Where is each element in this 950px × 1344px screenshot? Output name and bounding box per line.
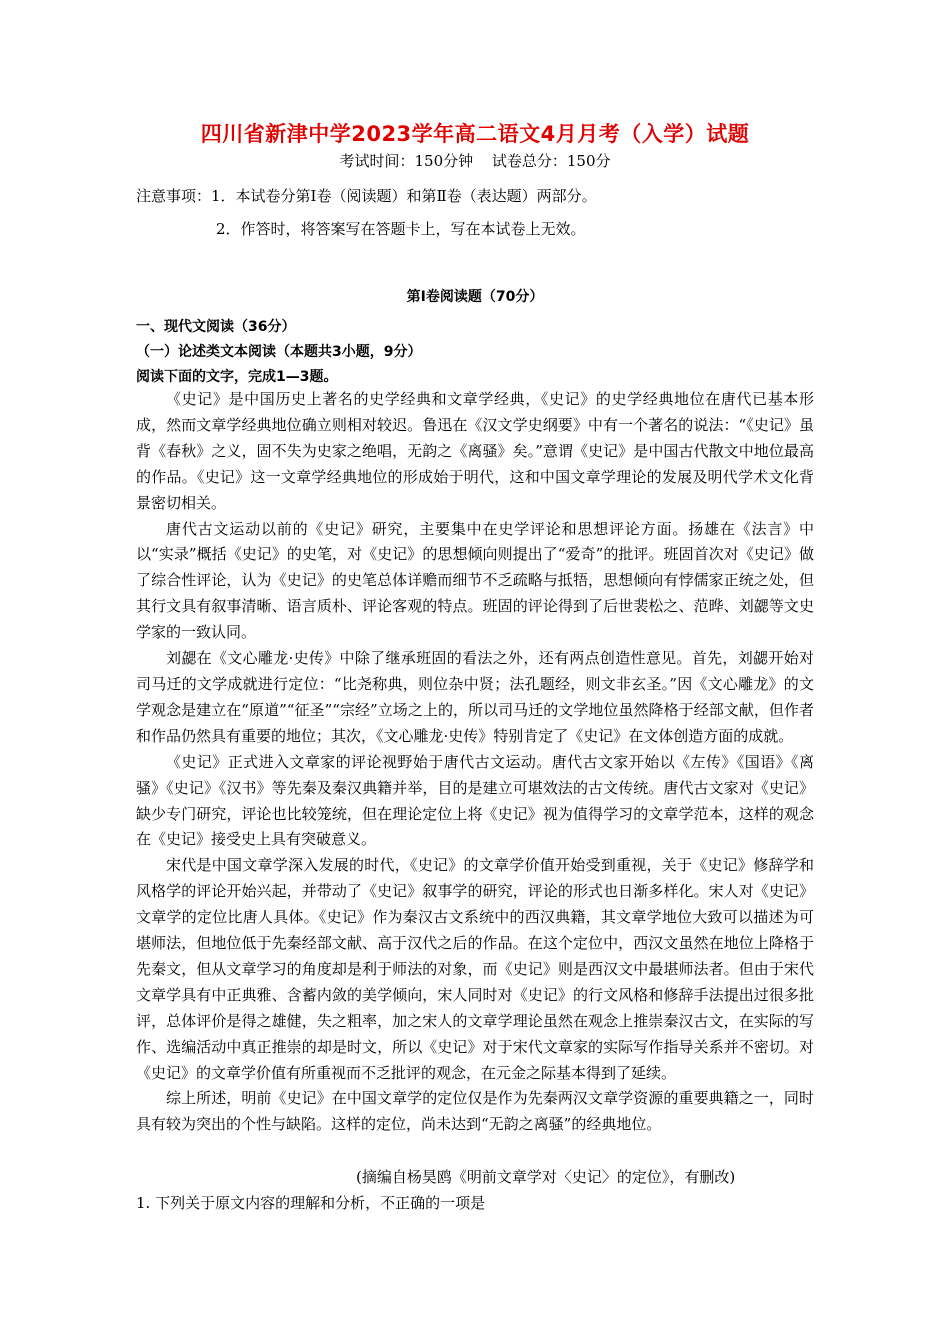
- part-heading: 一、现代文阅读（36分）: [136, 319, 296, 335]
- reading-passage: [136, 387, 814, 1138]
- passage-paragraph: 唐代古文运动以前的《史记》研究，主要集中在史学评论和思想评论方面。扬雄在《法言》中以“实录”概括《史记》的史笔，对《史记》的思想倾向则提出了“爱奇”的批评。班固首次对《史记》做了综合性评论，认为《史记》的史笔总体详赡而细节不乏疏略与抵牾，思想倾向有悖儒家正统之处，但其行文具有叙事清晰、语言质朴、评论客观的特点。班固的评论得到了后世裴松之、范晔、刘勰等文史学家的一致认同。: [136, 519, 814, 642]
- question-1: 1. 下列关于原文内容的理解和分析，不正确的一项是: [136, 1194, 486, 1212]
- passage-paragraph: 宋代是中国文章学深入发展的时代，《史记》的文章学价值开始受到重视，关于《史记》修辞学和风格学的评论开始兴起，并带动了《史记》叙事学的研究，评论的形式也日渐多样化。宋人对《史记》文章学的定位比唐人具体。《史记》作为秦汉古文系统中的西汉典籍，其文章学地位大致可以描述为可堪师法，但地位低于先秦经部文献、高于汉代之后的作品。在这个定位中，西汉文虽然在地位上降格于先秦文，但从文章学习的角度却是利于师法的对象，而《史记》则是西汉文中最堪师法者。但由于宋代文章学具有中正典雅、含蓄内敛的美学倾向，宋人同时对《史记》的行文风格和修辞手法提出过很多批评，总体评价是得之雄健，失之粗率，加之宋人的文章学理论虽然在观念上推崇秦汉古文，在实际的写作、选编活动中真正推崇的却是时文，所以《史记》对于宋代文章家的实际写作指导关系并不密切。对《史记》的文章学价值有所重视而不乏批评的观念，在元金之际基本得到了延续。: [136, 856, 814, 1082]
- notice-line-1: 注意事项：1．本试卷分第Ⅰ卷（阅读题）和第Ⅱ卷（表达题）两部分。: [136, 187, 597, 205]
- passage-paragraph: 综上所述，明前《史记》在中国文章学的定位仅是作为先秦两汉文章学资源的重要典籍之一，同时具有较为突出的个性与缺陷。这样的定位，尚未达到“无韵之离骚”的经典地位。: [136, 1089, 814, 1134]
- passage-paragraph: 《史记》是中国历史上著名的史学经典和文章学经典，《史记》的史学经典地位在唐代已基本形成，然而文章学经典地位确立则相对较迟。鲁迅在《汉文学史纲要》中有一个著名的说法：“《史记》虽背《春秋》之义，固不失为史家之绝唱，无韵之《离骚》矣。”意谓《史记》是中国古代散文中地位最高的作品。《史记》这一文章学经典地位的形成始于明代，这和中国文章学理论的发展及明代学术文化背景密切相关。: [136, 390, 814, 512]
- section-title: 第Ⅰ卷阅读题（70分）: [406, 289, 544, 305]
- exam-title: 四川省新津中学2023学年高二语文4月月考（入学）试题: [200, 122, 750, 146]
- reading-instruction: 阅读下面的文字，完成1—3题。: [136, 369, 338, 385]
- passage-source: (摘编自杨昊鸥《明前文章学对〈史记〉的定位》，有删改): [356, 1168, 736, 1186]
- passage-paragraph: 刘勰在《文心雕龙·史传》中除了继承班固的看法之外，还有两点创造性意见。首先，刘勰开始对司马迁的文学成就进行定位：“比尧称典，则位杂中贤；法孔题经，则文非玄圣。”因《文心雕龙》的文学观念是建立在“原道”“征圣”“宗经”立场之上的，所以司马迁的文学地位虽然降格于经部文献，但作者和作品仍然具有重要的地位；其次，《文心雕龙·史传》特别肯定了《史记》在文体创造方面的成就。: [136, 649, 814, 745]
- subpart-heading: （一）论述类文本阅读（本题共3小题，9分）: [136, 344, 422, 360]
- exam-subtitle: 考试时间：150分钟 试卷总分：150分: [339, 152, 611, 170]
- passage-paragraph: 《史记》正式进入文章家的评论视野始于唐代古文运动。唐代古文家开始以《左传》《国语》《离骚》《史记》《汉书》等先秦及秦汉典籍并举，目的是建立可堪效法的古文传统。唐代古文家对《史记》缺少专门研究，评论也比较笼统，但在理论定位上将《史记》视为值得学习的文章学范本，这样的观念在《史记》接受史上具有突破意义。: [136, 752, 814, 849]
- notice-line-2: 2．作答时，将答案写在答题卡上，写在本试卷上无效。: [216, 220, 586, 238]
